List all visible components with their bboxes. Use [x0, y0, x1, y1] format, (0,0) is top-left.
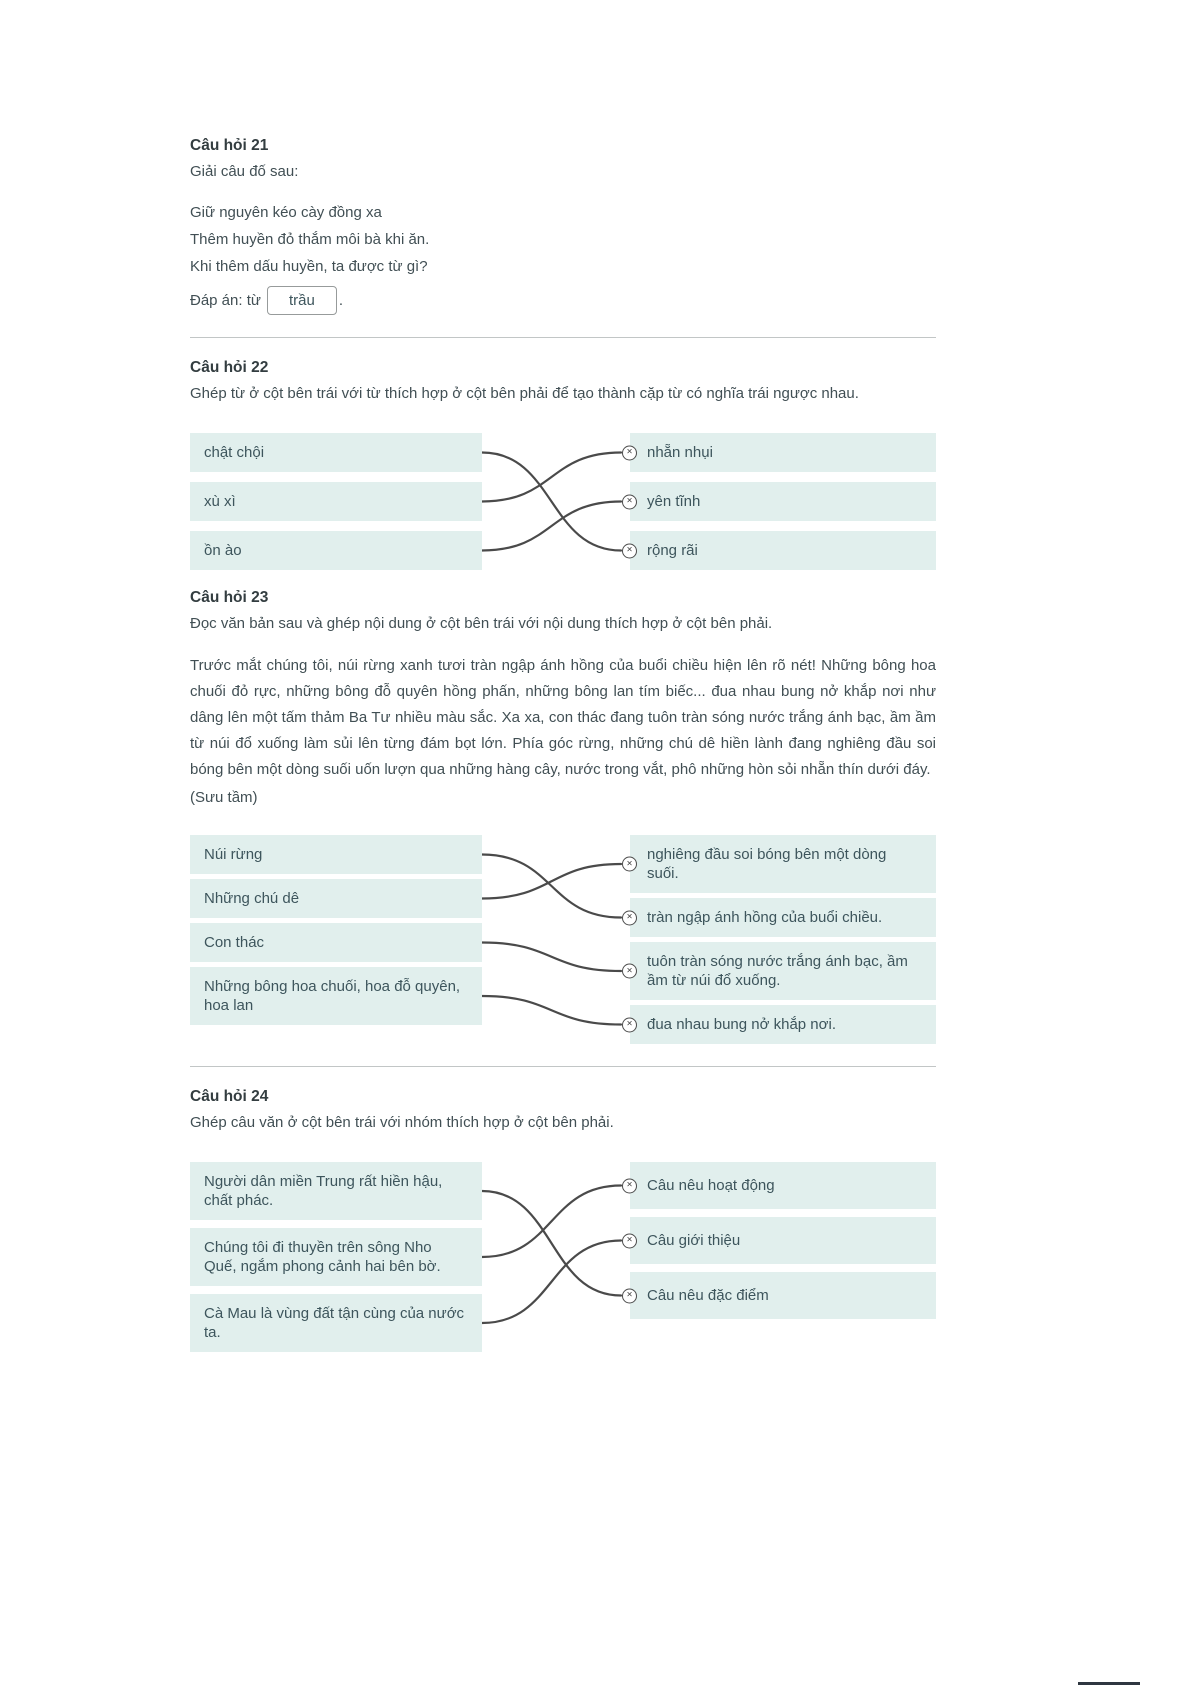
q24-matching-area: [190, 1162, 936, 1352]
unlink-icon[interactable]: ×: [622, 1178, 637, 1193]
option-label: tràn ngập ánh hồng của buổi chiều.: [647, 909, 883, 926]
match-right-option[interactable]: [626, 1217, 936, 1264]
question-22-title: Câu hỏi 22: [190, 359, 269, 376]
match-right-option[interactable]: [626, 1162, 936, 1209]
unlink-icon[interactable]: ×: [622, 964, 637, 979]
question-22: [190, 358, 936, 570]
answer-label: Đáp án: từ: [190, 292, 261, 309]
unlink-icon[interactable]: ×: [622, 543, 637, 558]
unlink-icon[interactable]: ×: [622, 445, 637, 460]
q23-left-column: [190, 835, 482, 1044]
quiz-content: [190, 0, 936, 1352]
question-21-title: Câu hỏi 21: [190, 137, 269, 154]
option-label: Con thác: [204, 934, 265, 951]
unlink-icon[interactable]: ×: [622, 857, 637, 872]
question-24-instruction: Ghép câu văn ở cột bên trái với nhóm thích hợp ở cột bên phải.: [190, 1114, 614, 1131]
answer-input[interactable]: [267, 286, 337, 315]
section-divider: [190, 1066, 936, 1067]
question-22-instruction: Ghép từ ở cột bên trái với từ thích hợp ở cột bên phải để tạo thành cặp từ có nghĩa trái ngược nhau.: [190, 385, 859, 402]
riddle-line: Khi thêm dấu huyền, ta được từ gì?: [190, 258, 428, 275]
match-left-option[interactable]: [190, 1162, 482, 1220]
answer-suffix: .: [338, 292, 344, 309]
riddle-line: Giữ nguyên kéo cày đồng xa: [190, 204, 382, 221]
match-left-option[interactable]: [190, 923, 482, 962]
match-right-option[interactable]: [626, 1005, 936, 1044]
match-right-option[interactable]: [626, 942, 936, 1000]
match-right-option[interactable]: [626, 482, 936, 521]
question-23: [190, 588, 936, 1044]
option-label: xù xì: [204, 493, 236, 510]
option-label: đua nhau bung nở khắp nơi.: [647, 1016, 836, 1033]
q23-matching-area: [190, 835, 936, 1044]
q22-left-column: [190, 433, 482, 570]
q22-right-column: [626, 433, 936, 570]
option-label: yên tĩnh: [647, 493, 701, 510]
q22-matching-area: [190, 433, 936, 570]
match-left-option[interactable]: [190, 482, 482, 521]
match-left-option[interactable]: [190, 967, 482, 1025]
match-left-option[interactable]: [190, 531, 482, 570]
question-23-title: Câu hỏi 23: [190, 589, 269, 606]
match-right-option[interactable]: [626, 835, 936, 893]
option-label: Chúng tôi đi thuyền trên sông Nho Quế, ngắm phong cảnh hai bên bờ.: [204, 1239, 441, 1275]
unlink-icon[interactable]: ×: [622, 1017, 637, 1032]
unlink-icon[interactable]: ×: [622, 1288, 637, 1303]
question-21: [190, 136, 936, 315]
match-right-option[interactable]: [626, 531, 936, 570]
option-label: Câu nêu đặc điểm: [647, 1287, 769, 1304]
question-24: [190, 1087, 936, 1352]
option-label: rộng rãi: [647, 542, 698, 559]
match-left-option[interactable]: [190, 1228, 482, 1286]
option-label: chật chội: [204, 444, 265, 461]
unlink-icon[interactable]: ×: [622, 910, 637, 925]
riddle-line: Thêm huyền đỏ thắm môi bà khi ăn.: [190, 231, 430, 248]
match-right-option[interactable]: [626, 433, 936, 472]
option-label: Câu giới thiệu: [647, 1232, 741, 1249]
option-label: tuôn tràn sóng nước trắng ánh bạc, ầm ầm từ núi đổ xuống.: [647, 953, 908, 989]
match-left-option[interactable]: [190, 835, 482, 874]
match-left-option[interactable]: [190, 1294, 482, 1352]
option-label: Núi rừng: [204, 846, 263, 863]
match-left-option[interactable]: [190, 433, 482, 472]
riddle-text: [190, 199, 936, 280]
q23-right-column: [626, 835, 936, 1044]
passage-source: (Sưu tầm): [190, 789, 258, 806]
section-divider: [190, 337, 936, 338]
option-label: Người dân miền Trung rất hiền hậu, chất phác.: [204, 1173, 443, 1209]
unlink-icon[interactable]: ×: [622, 1233, 637, 1248]
q24-left-column: [190, 1162, 482, 1352]
question-24-title: Câu hỏi 24: [190, 1088, 269, 1105]
option-label: Những bông hoa chuối, hoa đỗ quyên, hoa lan: [204, 978, 461, 1014]
match-right-option[interactable]: [626, 1272, 936, 1319]
match-right-option[interactable]: [626, 898, 936, 937]
option-label: nhẵn nhụi: [647, 444, 713, 461]
option-label: ồn ào: [204, 542, 242, 559]
option-label: nghiêng đầu soi bóng bên một dòng suối.: [647, 846, 887, 882]
option-label: Cà Mau là vùng đất tận cùng của nước ta.: [204, 1305, 465, 1341]
q24-right-column: [626, 1162, 936, 1352]
question-21-prompt: Giải câu đố sau:: [190, 163, 299, 180]
option-label: Câu nêu hoạt động: [647, 1177, 775, 1194]
unlink-icon[interactable]: ×: [622, 494, 637, 509]
match-left-option[interactable]: [190, 879, 482, 918]
question-23-instruction: Đọc văn bản sau và ghép nội dung ở cột bên trái với nội dung thích hợp ở cột bên phải.: [190, 615, 773, 632]
option-label: Những chú dê: [204, 890, 300, 907]
answer-row: [190, 286, 936, 315]
reading-passage: Trước mắt chúng tôi, núi rừng xanh tươi tràn ngập ánh hồng của buổi chiều hiện lên rõ nét! Những bông hoa chuối đỏ rực, những bông đỗ quyên hồng phấn, những bông lan tím biếc... đua nhau bung nở khắp nơi như dâng lên một tấm thảm Ba Tư nhiều màu sắc. Xa xa, con thác đang tuôn tràn sóng nước trắng ánh bạc, ầm ầm từ núi đổ xuống làm sủi lên từng đám bọt lớn. Phía góc rừng, những chú dê hiền lành đang nghiêng đầu soi bóng bên một dòng suối uốn lượn qua những hàng cây, nước trong vắt, phô những hòn sỏi nhẵn thín dưới đáy.: [190, 657, 936, 778]
